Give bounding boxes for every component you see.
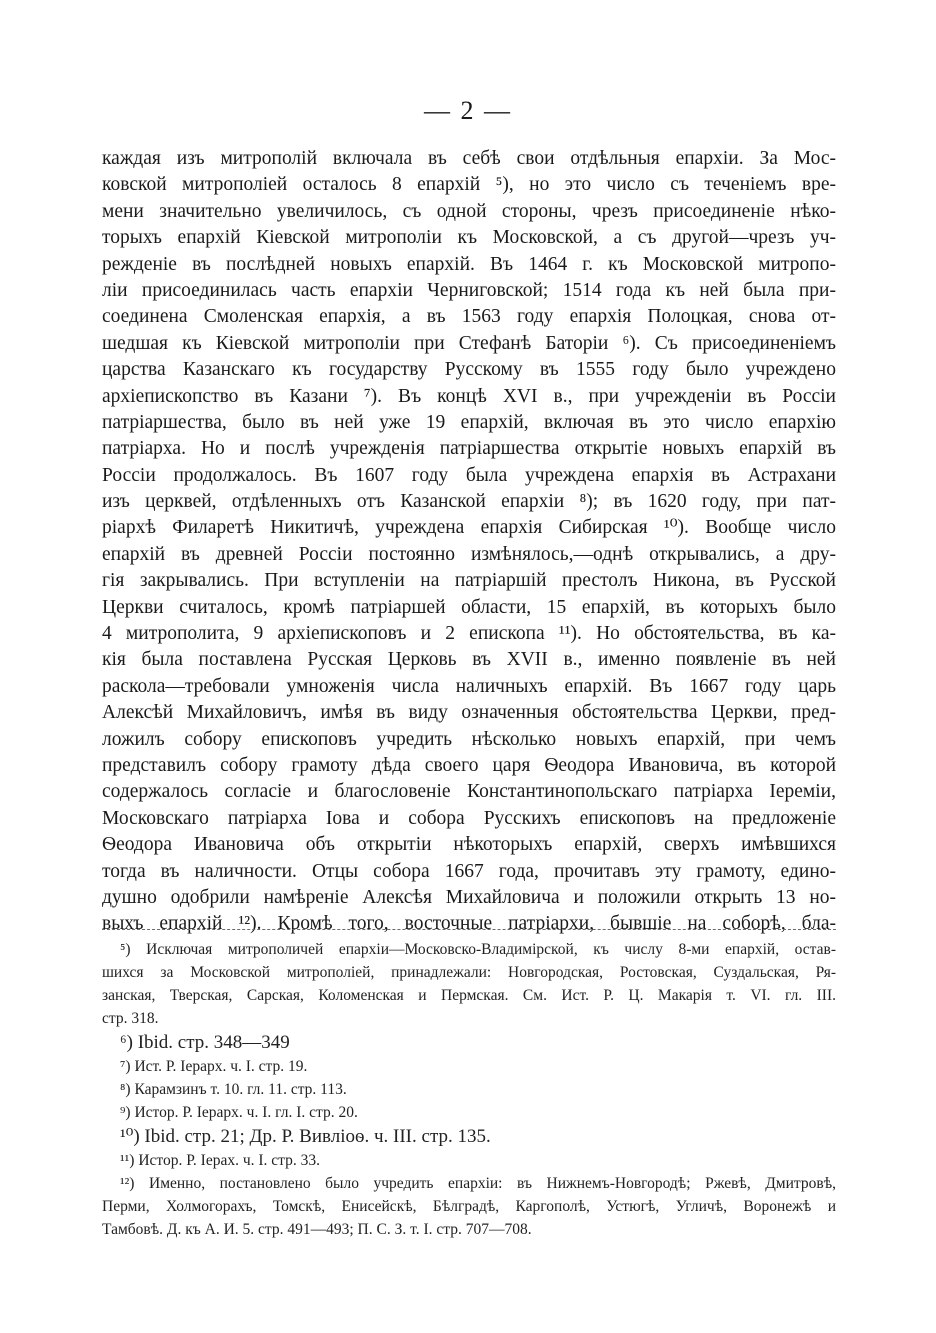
text-line: режденіе въ послѣдней новыхъ епархій. Въ 1464 г. къ Московской митропо- [102, 253, 836, 275]
text-line: представилъ собору грамоту дѣда своего царя Ѳеодора Ивановича, въ которой [102, 754, 836, 776]
text-line: содержалось согласіе и благословеніе Константинопольскаго патріарха Іереміи, [102, 781, 836, 803]
text-line: ложилъ собору епископовъ учредить нѣсколько новыхъ епархій, при чемъ [102, 728, 836, 750]
footnote-line: ⁸) Карамзинъ т. 10. гл. 11. стр. 113. [120, 1081, 347, 1098]
text-line: раскола—требовали умноженія числа наличныхъ епархій. Въ 1667 году царь [102, 675, 836, 697]
text-line: кія была поставлена Русская Церковь въ XVII в., именно появленіе въ ней [102, 649, 836, 671]
text-line: гія закрывались. При вступленіи на патріаршій престолъ Никона, въ Русской [102, 570, 836, 592]
footnote-line: ⁶) Ibid. стр. 348—349 [120, 1032, 290, 1053]
text-line: душно одобрили намѣреніе Алексѣя Михайловича и положили открыть 13 но- [102, 886, 836, 908]
text-line: ліи присоединилась часть епархіи Черниговской; 1514 года къ ней была при- [102, 279, 836, 301]
text-line: Московскаго патріарха Іова и собора Русскихъ епископовъ на предложеніе [102, 807, 836, 829]
text-line: ковской митрополіей осталось 8 епархій ⁵), но это число съ теченіемъ вре- [102, 174, 836, 196]
text-line: изъ церквей, отдѣленныхъ отъ Казанской епархіи ⁸); въ 1620 году, при пат- [102, 491, 836, 513]
footnote-separator [102, 929, 836, 930]
text-line: патріарха. Но и послѣ учрежденія патріаршества открытіе новыхъ епархій въ [102, 438, 836, 460]
text-line: патріаршества, было въ ней уже 19 епархій, включая въ это число епархію [102, 411, 836, 433]
footnote-line: ⁵) Исключая митрополичей епархіи—Московско-Владимірской, къ числу 8-ми епархій, остав- [120, 941, 836, 958]
text-line: соединена Смоленская епархія, а въ 1563 году епархія Полоцкая, снова от- [102, 306, 836, 328]
footnote-line: шихся за Московской митрополіей, принадлежали: Новгородская, Ростовская, Суздальская, Ря- [102, 964, 836, 981]
text-line: царства Казанскаго къ государству Русскому въ 1555 году было учреждено [102, 359, 836, 381]
footnote-line: ¹⁰) Ibid. стр. 21; Др. Р. Вивліоѳ. ч. III. стр. 135. [120, 1126, 491, 1147]
footnote-line: ¹¹) Истор. Р. Іерах. ч. I. стр. 33. [120, 1152, 321, 1169]
text-line: Ѳеодора Ивановича объ открытіи нѣкоторыхъ епархій, сверхъ имѣвшихся [102, 834, 836, 856]
footnote-line: стр. 318. [102, 1010, 159, 1027]
footnote-line: ⁷) Ист. Р. Іерарх. ч. I. стр. 19. [120, 1058, 308, 1075]
text-line: Россіи продолжалось. Въ 1607 году была учреждена епархія въ Астрахани [102, 464, 836, 486]
page-number: — 2 — [424, 96, 512, 125]
footnote-line: ⁹) Истор. Р. Іерарх. ч. I. гл. I. стр. 20. [120, 1104, 358, 1121]
footnote-line: Тамбовѣ. Д. къ А. И. 5. стр. 491—493; П. С. З. т. I. стр. 707—708. [102, 1221, 532, 1238]
footnote-line: занская, Тверская, Сарская, Коломенская и Пермская. См. Ист. Р. Ц. Макарія т. VI. гл. III. [102, 987, 836, 1004]
footnote-line: Перми, Холмогорахъ, Томскѣ, Енисейскѣ, Бѣлградѣ, Каргополѣ, Устюгѣ, Угличѣ, Воронежѣ и [102, 1198, 836, 1215]
text-line: выхъ епархій ¹²). Кромѣ того, восточные патріархи, бывшіе на соборѣ, бла- [102, 913, 836, 935]
text-line: шедшая къ Кіевской митрополіи при Стефанѣ Баторіи ⁶). Съ присоединеніемъ [102, 332, 836, 354]
text-line: Церкви считалось, кромѣ патріаршей области, 15 епархій, въ которыхъ было [102, 596, 836, 618]
footnote-line: ¹²) Именно, постановлено было учредить епархіи: въ Нижнемъ-Новгородѣ; Ржевѣ, Дмитровѣ, [120, 1175, 836, 1192]
text-line: торыхъ епархій Кіевской митрополіи къ Московской, а съ другой—чрезъ уч- [102, 227, 836, 249]
text-line: каждая изъ митрополій включала въ себѣ свои отдѣльныя епархіи. За Мос- [102, 148, 836, 169]
text-line: тогда въ наличности. Отцы собора 1667 года, прочитавъ эту грамоту, едино- [102, 860, 836, 882]
text-line: мени значительно увеличилось, съ одной стороны, чрезъ присоединеніе нѣко- [102, 200, 836, 222]
main-text [102, 146, 836, 938]
text-line: ріархѣ Филаретѣ Никитичѣ, учреждена епархія Сибирская ¹⁰). Вообще число [102, 517, 836, 539]
footnotes [102, 938, 836, 1241]
text-line: Алексѣй Михайловичъ, имѣя въ виду означенныя обстоятельства Церкви, пред- [102, 702, 836, 724]
text-line: епархій въ древней Россіи постоянно измѣнялось,—однѣ открывались, а дру- [102, 543, 836, 565]
text-line: 4 митрополита, 9 архіепископовъ и 2 епископа ¹¹). Но обстоятельства, въ ка- [102, 623, 836, 645]
text-line: архіепископство въ Казани ⁷). Въ концѣ XVI в., при учрежденіи въ Россіи [102, 385, 836, 407]
